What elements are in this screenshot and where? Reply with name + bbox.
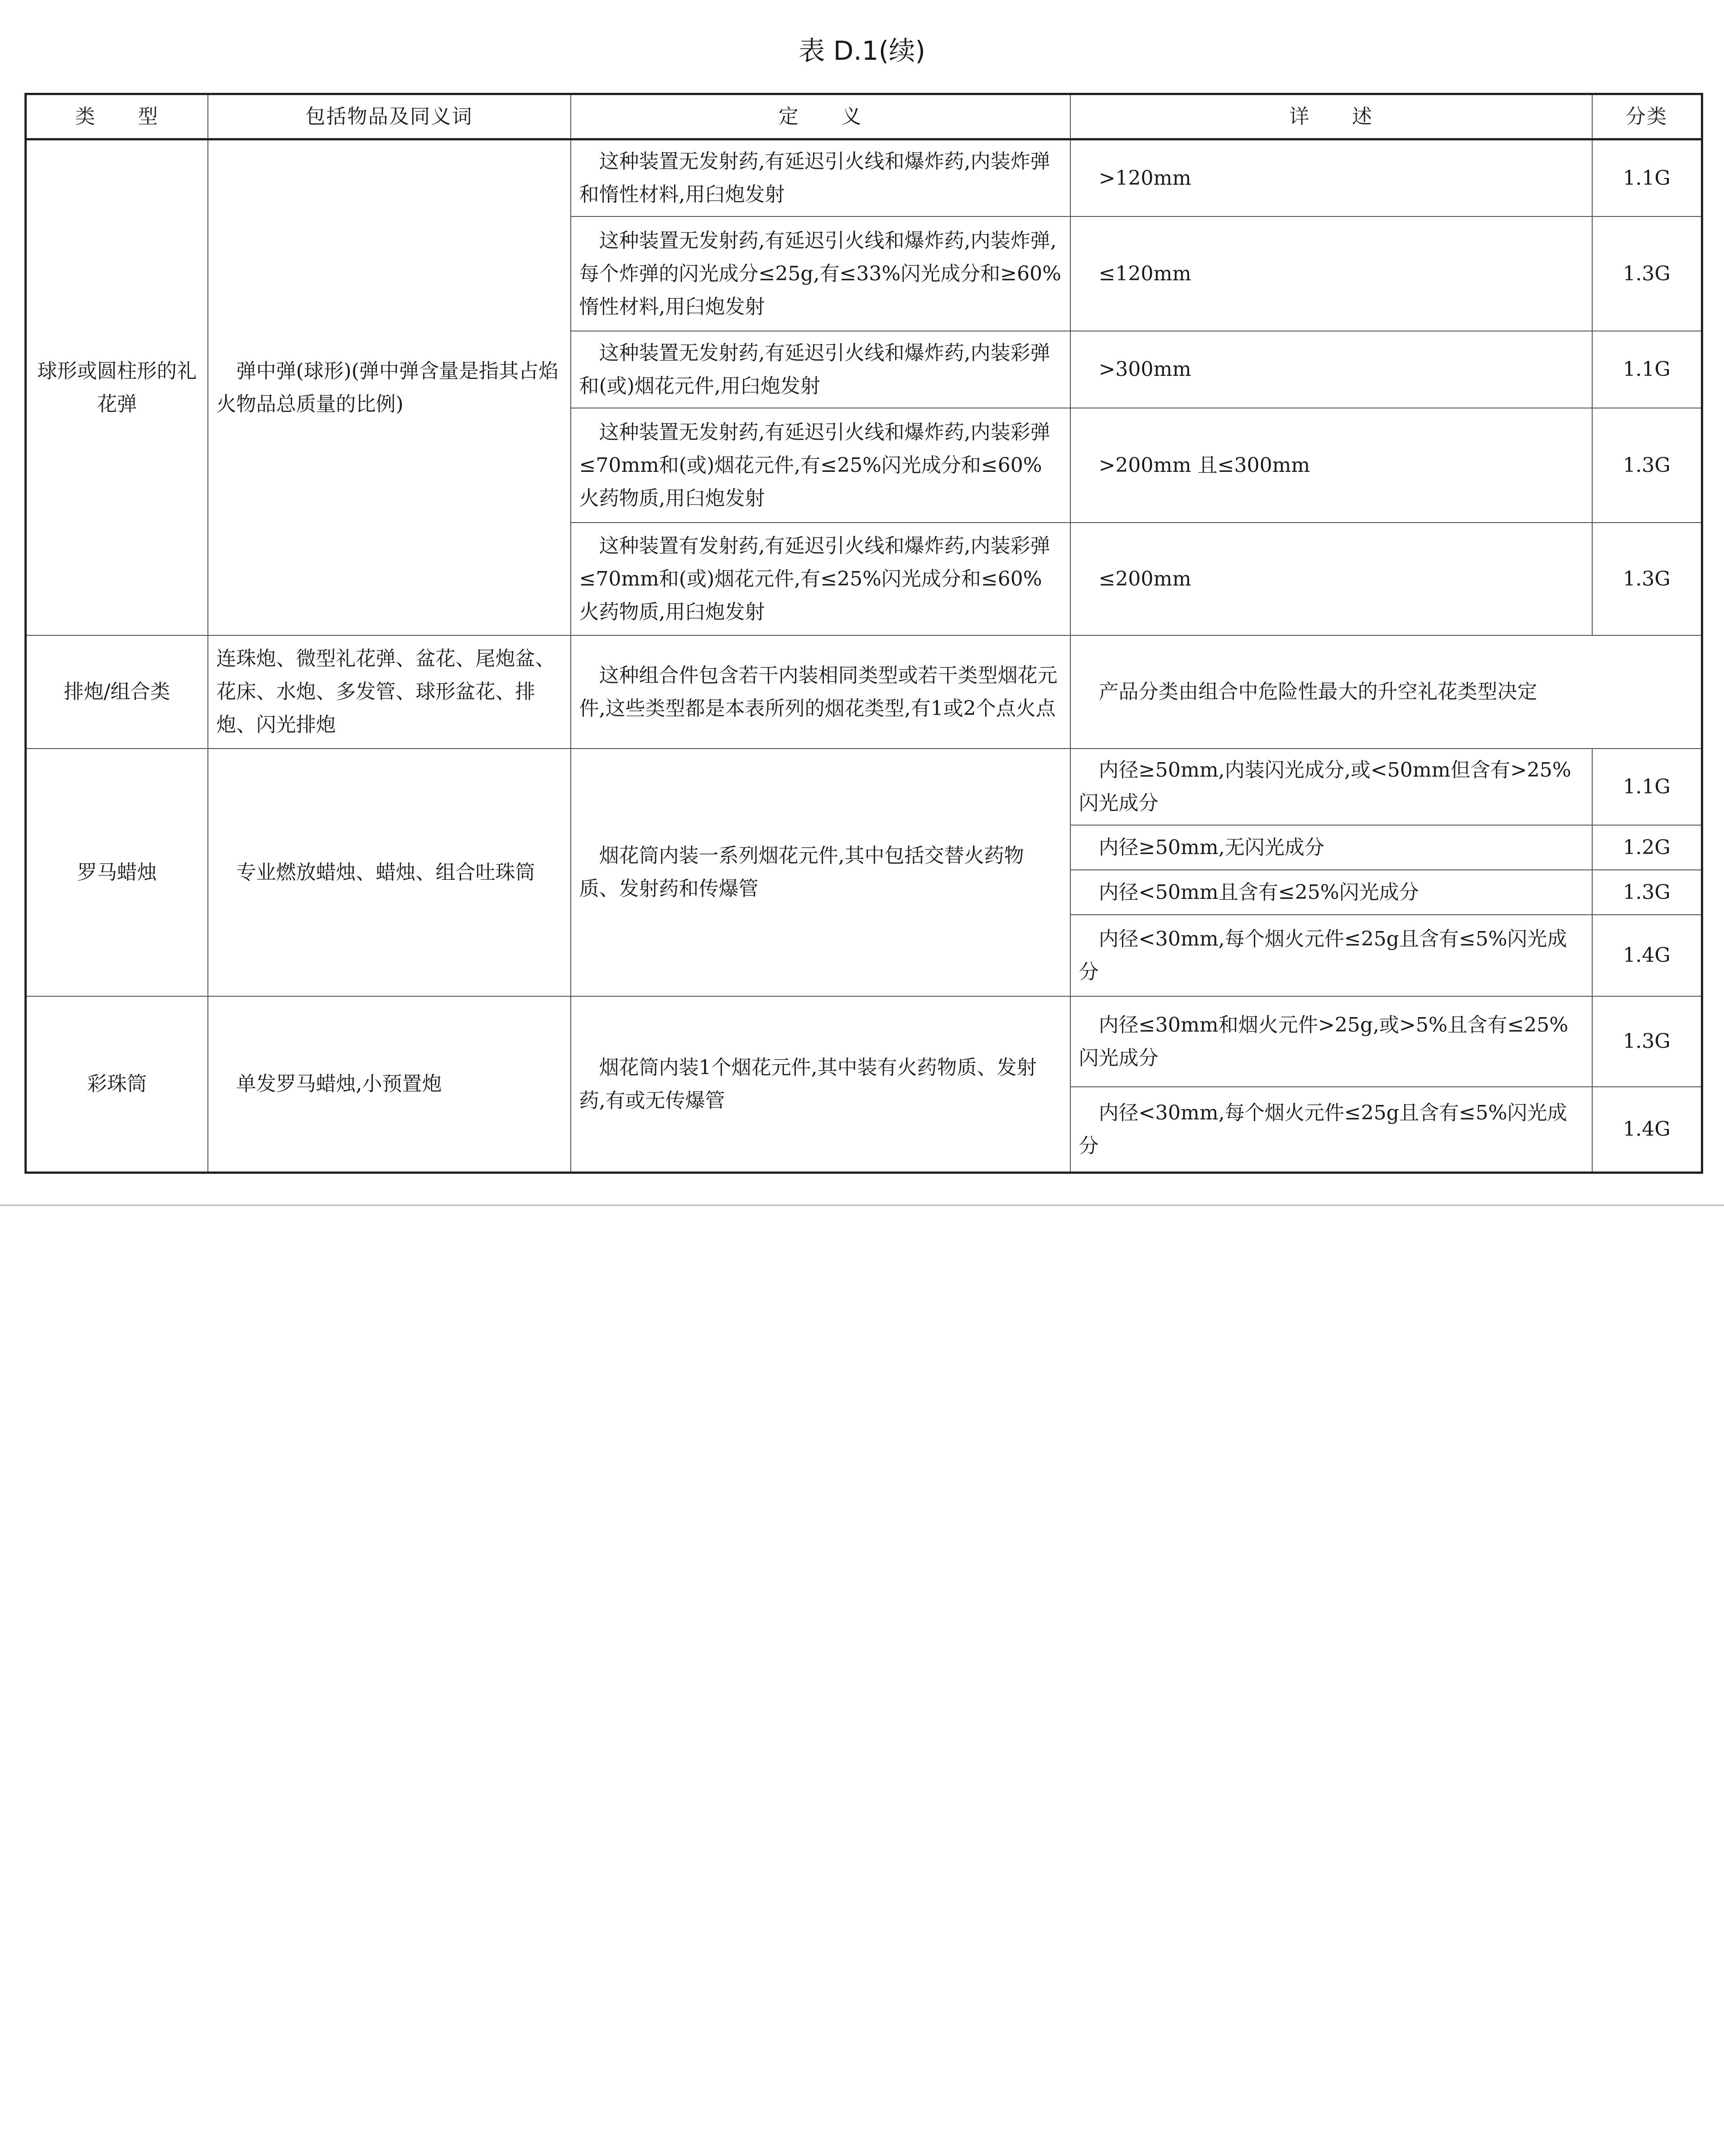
type-cell: 罗马蜡烛 <box>26 749 208 996</box>
detail-cell: 内径<30mm,每个烟火元件≤25g且含有≤5%闪光成分 <box>1070 1087 1592 1173</box>
class-cell: 1.3G <box>1592 523 1702 635</box>
class-cell: 1.1G <box>1592 139 1702 216</box>
header-items: 包括物品及同义词 <box>208 94 571 139</box>
definition-cell: 烟花筒内装一系列烟花元件,其中包括交替火药物质、发射药和传爆管 <box>571 749 1070 996</box>
type-cell: 排炮/组合类 <box>26 635 208 749</box>
class-cell: 1.3G <box>1592 870 1702 915</box>
header-class: 分类 <box>1592 94 1702 139</box>
detail-cell: ≤120mm <box>1070 216 1592 331</box>
class-cell: 1.3G <box>1592 408 1702 523</box>
header-row <box>26 94 1702 139</box>
class-cell: 1.1G <box>1592 749 1702 825</box>
definition-cell: 这种装置无发射药,有延迟引火线和爆炸药,内装炸弹,每个炸弹的闪光成分≤25g,有≤33%闪光成分和≥60%惰性材料,用臼炮发射 <box>571 216 1070 331</box>
detail-cell: 内径≥50mm,内装闪光成分,或<50mm但含有>25%闪光成分 <box>1070 749 1592 825</box>
table-row <box>26 996 1702 1087</box>
class-cell: 1.4G <box>1592 915 1702 996</box>
items-cell: 连珠炮、微型礼花弹、盆花、尾炮盆、花床、水炮、多发管、球形盆花、排炮、闪光排炮 <box>208 635 571 749</box>
header-definition: 定 义 <box>571 94 1070 139</box>
definition-cell: 这种组合件包含若干内装相同类型或若干类型烟花元件,这些类型都是本表所列的烟花类型,有1或2个点火点 <box>571 635 1070 749</box>
class-cell: 1.3G <box>1592 996 1702 1087</box>
items-cell: 弹中弹(球形)(弹中弹含量是指其占焰火物品总质量的比例) <box>208 139 571 635</box>
definition-cell: 这种装置有发射药,有延迟引火线和爆炸药,内装彩弹≤70mm和(或)烟花元件,有≤25%闪光成分和≤60%火药物质,用臼炮发射 <box>571 523 1070 635</box>
items-cell: 专业燃放蜡烛、蜡烛、组合吐珠筒 <box>208 749 571 996</box>
page-divider <box>0 1205 1724 1206</box>
definition-cell: 这种装置无发射药,有延迟引火线和爆炸药,内装炸弹和惰性材料,用臼炮发射 <box>571 139 1070 216</box>
detail-cell: 内径≥50mm,无闪光成分 <box>1070 825 1592 870</box>
detail-cell-merged: 产品分类由组合中危险性最大的升空礼花类型决定 <box>1070 635 1702 749</box>
class-cell: 1.2G <box>1592 825 1702 870</box>
table-row <box>26 635 1702 749</box>
definition-cell: 烟花筒内装1个烟花元件,其中装有火药物质、发射药,有或无传爆管 <box>571 996 1070 1173</box>
detail-cell: >120mm <box>1070 139 1592 216</box>
table-row <box>26 749 1702 825</box>
detail-cell: >200mm 且≤300mm <box>1070 408 1592 523</box>
type-cell: 球形或圆柱形的礼花弹 <box>26 139 208 635</box>
type-cell: 彩珠筒 <box>26 996 208 1173</box>
class-cell: 1.4G <box>1592 1087 1702 1173</box>
header-type: 类 型 <box>26 94 208 139</box>
classification-table <box>24 93 1703 1174</box>
table-row <box>26 139 1702 216</box>
detail-cell: 内径<30mm,每个烟火元件≤25g且含有≤5%闪光成分 <box>1070 915 1592 996</box>
detail-cell: 内径≤30mm和烟火元件>25g,或>5%且含有≤25%闪光成分 <box>1070 996 1592 1087</box>
items-cell: 单发罗马蜡烛,小预置炮 <box>208 996 571 1173</box>
definition-cell: 这种装置无发射药,有延迟引火线和爆炸药,内装彩弹和(或)烟花元件,用臼炮发射 <box>571 331 1070 408</box>
detail-cell: ≤200mm <box>1070 523 1592 635</box>
class-cell: 1.3G <box>1592 216 1702 331</box>
header-detail: 详 述 <box>1070 94 1592 139</box>
detail-cell: >300mm <box>1070 331 1592 408</box>
definition-cell: 这种装置无发射药,有延迟引火线和爆炸药,内装彩弹≤70mm和(或)烟花元件,有≤25%闪光成分和≤60%火药物质,用臼炮发射 <box>571 408 1070 523</box>
table-title: 表 D.1(续) <box>799 35 925 66</box>
detail-cell: 内径<50mm且含有≤25%闪光成分 <box>1070 870 1592 915</box>
class-cell: 1.1G <box>1592 331 1702 408</box>
